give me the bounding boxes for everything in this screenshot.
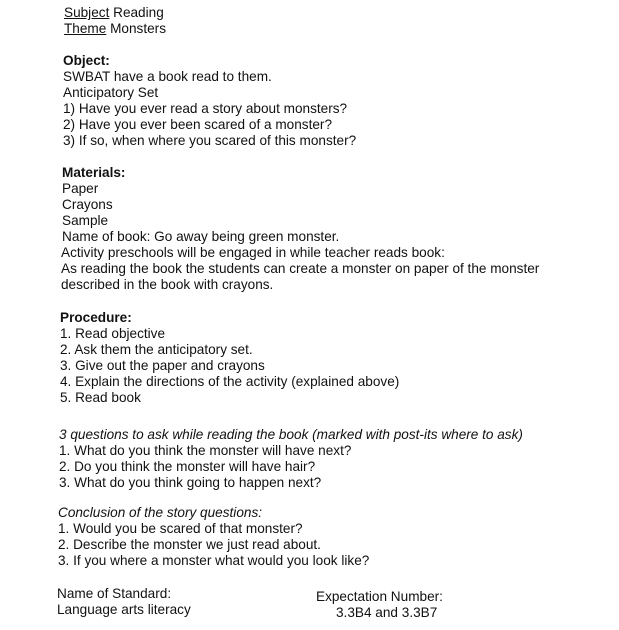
standard-label: Name of Standard: <box>57 586 172 601</box>
materials-line: Name of book: Go away being green monster. <box>62 229 340 244</box>
expectation-label: Expectation Number: <box>316 589 443 604</box>
procedure-step: 2. Ask them the anticipatory set. <box>60 342 253 357</box>
materials-line: described in the book with crayons. <box>61 277 274 292</box>
procedure-heading: Procedure: <box>60 310 132 325</box>
procedure-step: 1. Read objective <box>60 326 166 341</box>
object-line: 2) Have you ever been scared of a monster? <box>63 117 333 132</box>
conclusion-heading: Conclusion of the story questions: <box>58 505 263 520</box>
theme-label: Theme <box>64 21 107 36</box>
materials-line: Crayons <box>62 197 113 212</box>
materials-line: Paper <box>62 181 99 196</box>
reading-question: 2. Do you think the monster will have hair? <box>59 459 316 474</box>
reading-questions-heading: 3 questions to ask while reading the book (marked with post-its where to ask) <box>59 427 523 442</box>
procedure-step: 5. Read book <box>60 390 141 405</box>
object-line: Anticipatory Set <box>63 85 159 100</box>
object-line: 3) If so, when where you scared of this monster? <box>63 133 357 148</box>
materials-line: Sample <box>62 213 109 228</box>
materials-line: As reading the book the students can create a monster on paper of the monster <box>61 261 540 276</box>
conclusion-question: 1. Would you be scared of that monster? <box>58 521 303 536</box>
theme-value: Monsters <box>110 21 166 36</box>
subject-line <box>64 5 164 21</box>
materials-heading: Materials: <box>62 165 126 180</box>
conclusion-question: 2. Describe the monster we just read about. <box>58 537 321 552</box>
theme-line <box>64 21 166 37</box>
object-heading: Object: <box>63 53 110 68</box>
procedure-step: 3. Give out the paper and crayons <box>60 358 265 373</box>
object-line: 1) Have you ever read a story about monsters? <box>63 101 348 116</box>
object-line: SWBAT have a book read to them. <box>63 69 272 84</box>
materials-line: Activity preschools will be engaged in while teacher reads book: <box>61 245 445 260</box>
subject-label: Subject <box>64 5 110 20</box>
conclusion-question: 3. If you where a monster what would you look like? <box>58 553 370 568</box>
reading-question: 1. What do you think the monster will have next? <box>59 443 352 458</box>
subject-value: Reading <box>113 5 164 20</box>
procedure-step: 4. Explain the directions of the activity (explained above) <box>60 374 400 389</box>
expectation-value: 3.3B4 and 3.3B7 <box>336 605 438 620</box>
standard-value: Language arts literacy <box>57 602 191 617</box>
reading-question: 3. What do you think going to happen next? <box>59 475 322 490</box>
